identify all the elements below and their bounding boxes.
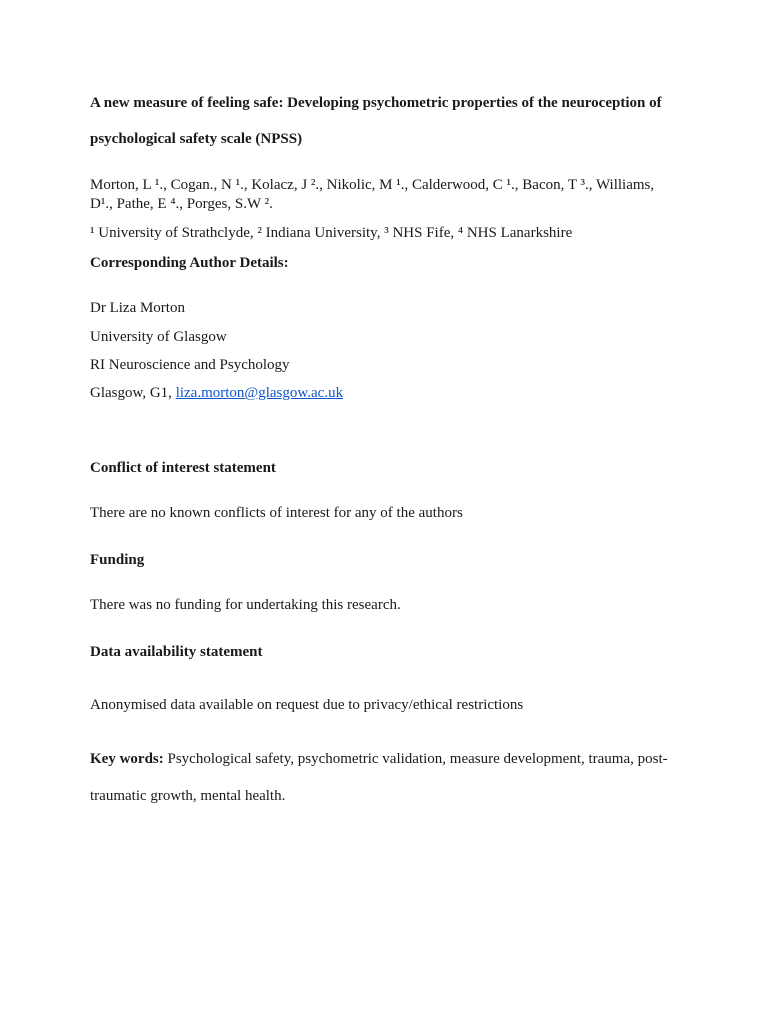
- corresponding-name-text: Dr Liza Morton: [90, 300, 185, 316]
- corresponding-department-text: RI Neuroscience and Psychology: [90, 357, 290, 373]
- paper-title: [90, 94, 685, 113]
- corresponding-institution: [90, 328, 685, 347]
- data-availability-heading: [90, 643, 685, 662]
- corresponding-department: [90, 356, 685, 375]
- corresponding-address: [90, 384, 685, 403]
- keywords: [90, 750, 685, 769]
- data-availability-statement: [90, 696, 685, 715]
- authors-line-2: D¹., Pathe, E ⁴., Porges, S.W ².: [90, 196, 273, 212]
- title-line-1: A new measure of feeling safe: Developing psychometric properties of the neuroception of: [90, 95, 662, 111]
- author-list: [90, 176, 685, 214]
- corresponding-heading: [90, 254, 685, 273]
- affiliations: [90, 224, 685, 243]
- affiliations-text: ¹ University of Strathclyde, ² Indiana University, ³ NHS Fife, ⁴ NHS Lanarkshire: [90, 225, 573, 241]
- keywords-text-1: Psychological safety, psychometric validation, measure development, trauma, post-: [163, 751, 668, 767]
- title-line-2: psychological safety scale (NPSS): [90, 131, 303, 147]
- authors-line-1: Morton, L ¹., Cogan., N ¹., Kolacz, J ²., Nikolic, M ¹., Calderwood, C ¹., Bacon, T ³., Williams,: [90, 177, 655, 193]
- conflict-heading: [90, 459, 685, 478]
- conflict-heading-text: Conflict of interest statement: [90, 460, 276, 476]
- funding-heading: [90, 551, 685, 570]
- corresponding-institution-text: University of Glasgow: [90, 329, 227, 345]
- keywords-continued: [90, 787, 685, 806]
- data-availability-heading-text: Data availability statement: [90, 644, 263, 660]
- address-text: Glasgow, G1,: [90, 385, 176, 401]
- conflict-text: There are no known conflicts of interest for any of the authors: [90, 505, 463, 521]
- corresponding-address-line: [90, 384, 685, 403]
- data-availability-text: Anonymised data available on request due to privacy/ethical restrictions: [90, 697, 524, 713]
- funding-heading-text: Funding: [90, 552, 145, 568]
- paper-title-continued: [90, 130, 685, 149]
- funding-text: There was no funding for undertaking this research.: [90, 597, 401, 613]
- keywords-line-2: traumatic growth, mental health.: [90, 788, 286, 804]
- conflict-statement: [90, 504, 685, 523]
- keywords-line-1: [90, 750, 685, 769]
- corresponding-name: [90, 299, 685, 318]
- funding-statement: [90, 596, 685, 615]
- corresponding-heading-text: Corresponding Author Details:: [90, 255, 289, 271]
- email-link[interactable]: liza.morton@glasgow.ac.uk: [175, 385, 344, 401]
- keywords-label: Key words:: [90, 751, 164, 767]
